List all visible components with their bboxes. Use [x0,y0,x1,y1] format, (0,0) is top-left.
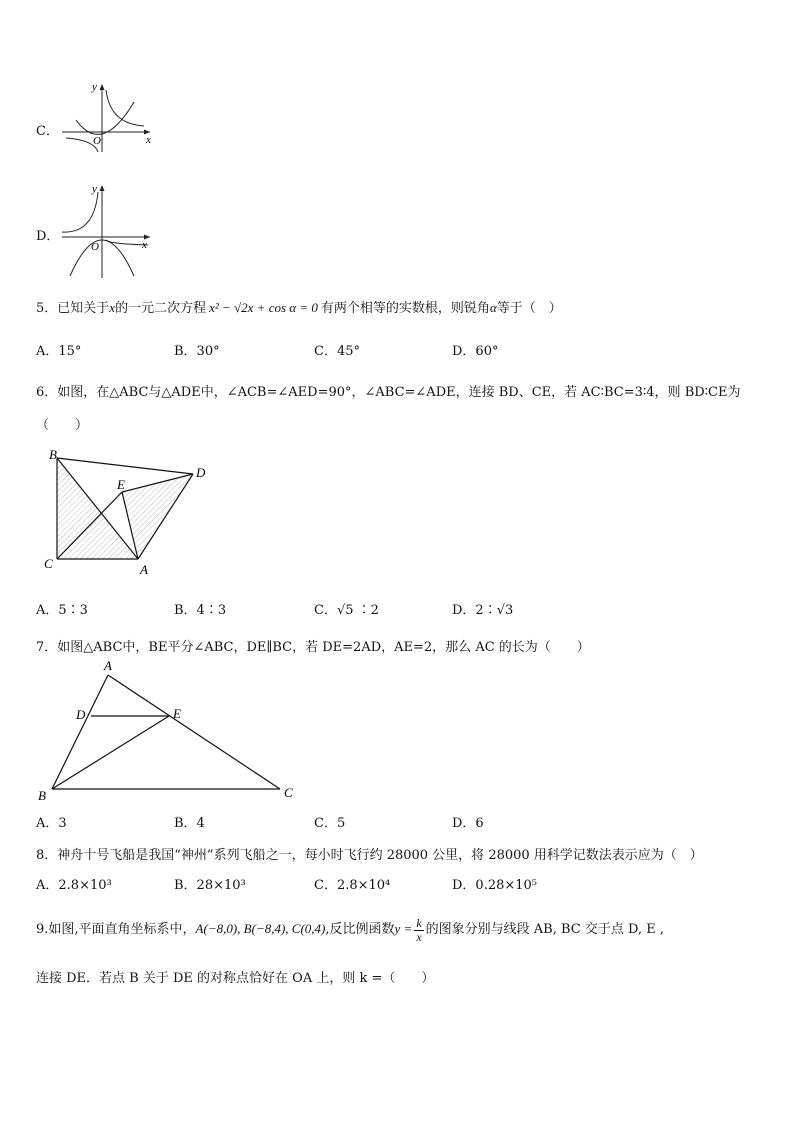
q5-prefix: 5．已知关于 [36,301,110,316]
q4-option-d-graph [58,182,158,282]
q7-option-c[interactable]: C．5 [314,816,346,831]
q6-option-c[interactable]: C．√5 ∶2 [314,603,379,618]
q9-part1: 9.如图,平面直角坐标系中， [36,922,196,937]
q9-frac-den: x [416,929,422,944]
q9-stem-line2: 连接 DE．若点 B 关于 DE 的对称点恰好在 OA 上，则 k =（ ） [36,971,435,986]
q6-figure [40,446,215,576]
q5-option-c[interactable]: C．45° [314,344,360,359]
q7-label-c: C [284,785,293,800]
q8-stem: 8．神舟十号飞船是我国“神州”系列飞船之一，每小时飞行约 28000 公里，将 28000 用科学记数法表示应为（ ） [36,848,703,863]
q9-part3: 的图象分别与线段 AB, BC 交于点 D, E , [425,922,664,937]
q7-option-a[interactable]: A．3 [36,816,67,831]
q7-label-d: D [76,707,86,722]
q5-var-x: x [109,300,116,315]
q4c-origin-label: O [93,135,101,147]
q5-option-a[interactable]: A．15° [36,344,82,359]
q6-label-a: A [140,562,148,576]
q4d-x-label: x [142,239,147,251]
q6-stem: 6．如图，在△ABC与△ADE中，∠ACB=∠AED=90°，∠ABC=∠ADE，连接 BD、CE，若 AC∶BC=3∶4，则 BD∶CE为 [36,385,741,400]
q9-stem-line1 [36,914,664,945]
q8-option-a[interactable]: A．2.8×10³ [36,878,112,893]
q7-label-e: E [173,706,181,721]
q4d-y-label: y [92,183,97,195]
q9-frac-num: k [416,915,422,930]
q4c-y-label: y [92,81,97,93]
q5-alpha: α [489,300,497,315]
q6-label-d: D [196,465,206,480]
q8-option-c[interactable]: C．2.8×10⁴ [314,878,391,893]
q6-option-d[interactable]: D．2∶√3 [452,603,514,618]
q9-func-y: y = [394,921,413,936]
q5-option-d[interactable]: D．60° [452,344,499,359]
q4c-x-label: x [146,134,151,146]
q4-option-c-graph [58,80,158,155]
q6-label-e: E [117,477,125,492]
q6-paren: （ ） [36,418,89,433]
q9-points: A(−8,0), B(−8,4), C(0,4) [195,921,326,936]
q5-mid: 的一元二次方程 [115,301,207,316]
q7-label-b: B [38,788,46,803]
q7-label-a: A [104,658,112,673]
q7-option-d[interactable]: D．6 [452,816,484,831]
q5-equation: x² − √2x + cos α = 0 [209,300,318,315]
q6-label-c: C [44,556,53,571]
q6-option-b[interactable]: B．4∶3 [174,603,227,618]
q8-option-d[interactable]: D．0.28×10⁵ [452,878,538,893]
q6-option-a[interactable]: A．5∶3 [36,603,88,618]
q4-option-c-label: C． [36,124,59,139]
q5-option-b[interactable]: B．30° [174,344,220,359]
q5-stem [36,297,562,316]
q4d-origin-label: O [91,241,99,253]
q5-end: 等于（ ） [496,301,562,316]
q6-label-b: B [49,447,57,462]
q7-option-b[interactable]: B．4 [174,816,205,831]
q7-stem: 7．如图△ABC中，BE平分∠ABC，DE∥BC，若 DE=2AD，AE=2，那么 AC 的长为（ ） [36,640,590,655]
q5-suffix: 有两个相等的实数根，则锐角 [320,301,490,316]
q4-option-d-label: D． [36,229,60,244]
q8-option-b[interactable]: B．28×10³ [174,878,246,893]
q9-fraction [414,917,423,943]
q7-figure [34,656,304,806]
q9-part2: ,反比例函数 [325,922,395,937]
